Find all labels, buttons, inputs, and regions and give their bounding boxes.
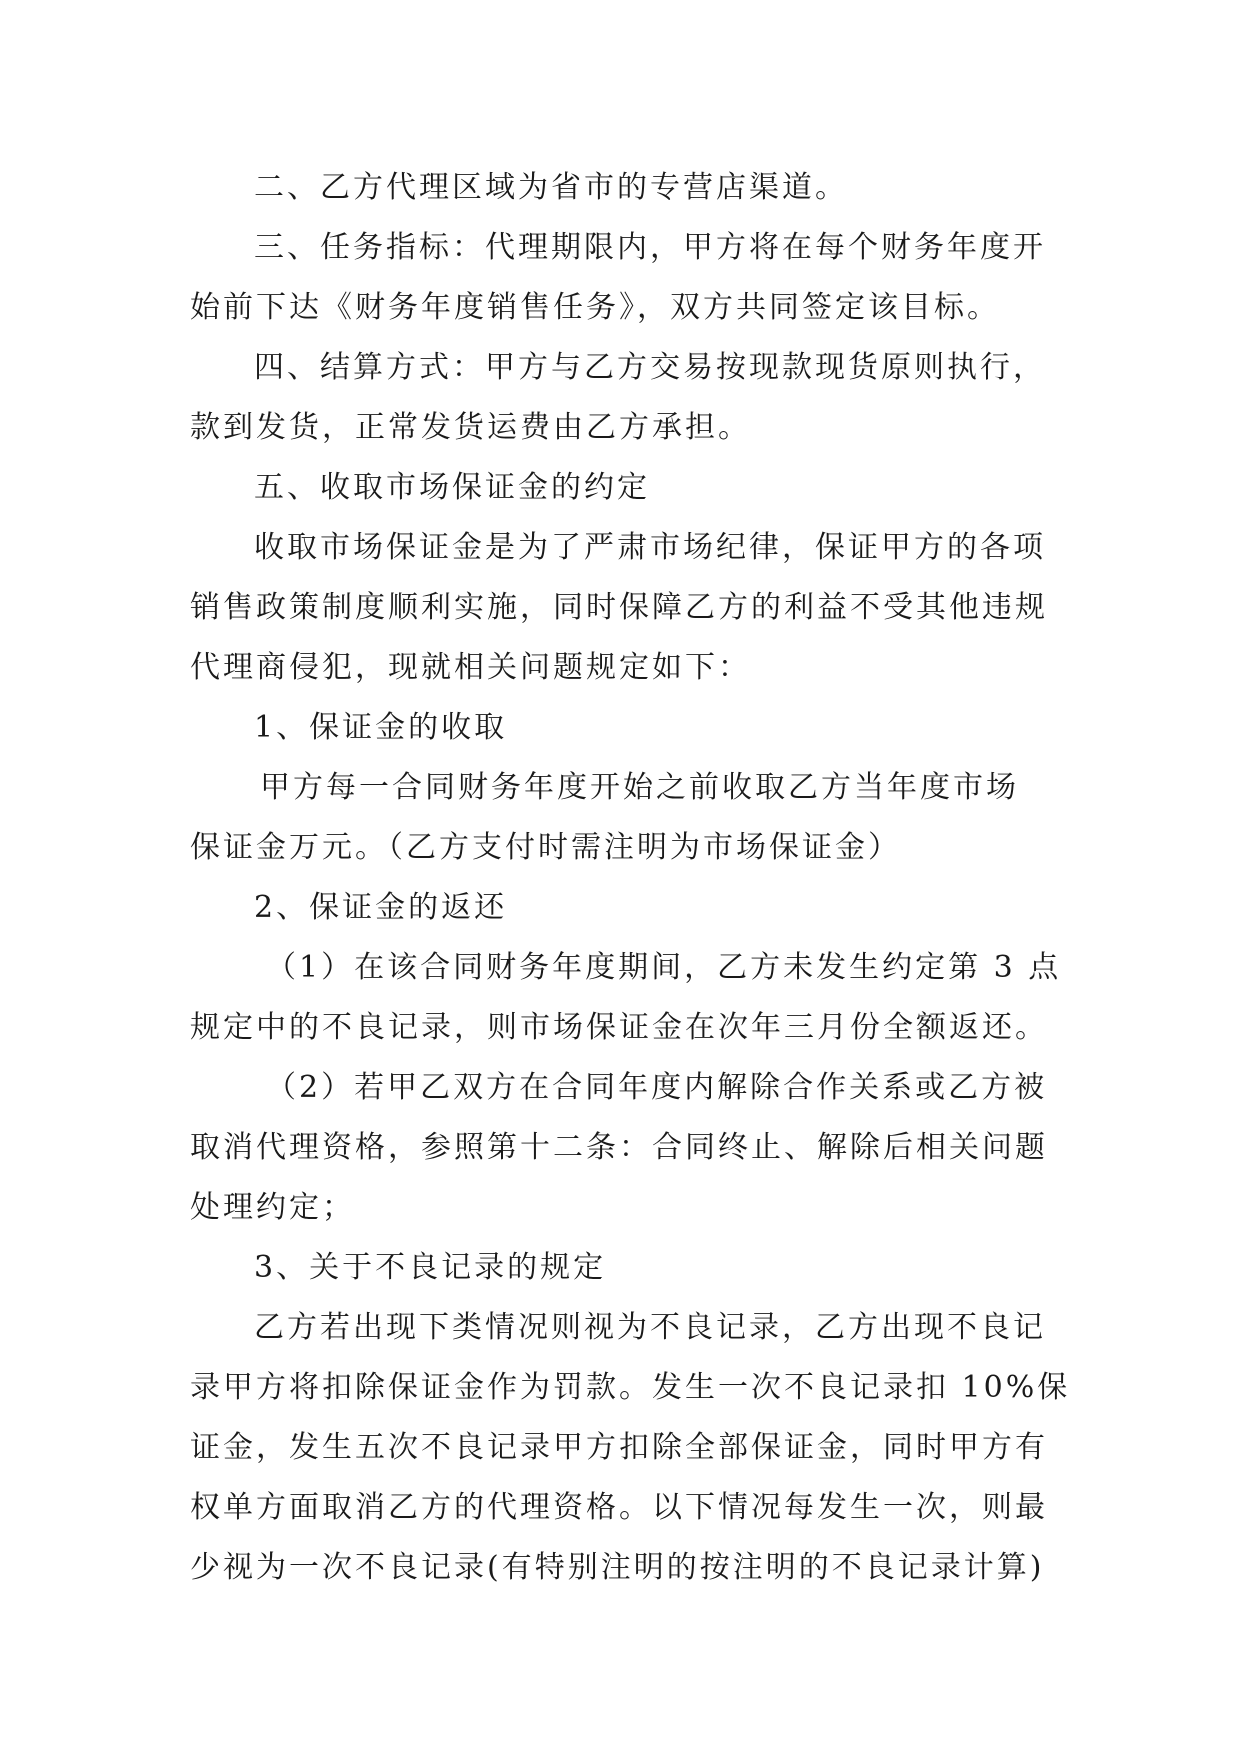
subsection-heading: 2、保证金的返还 <box>254 890 508 925</box>
paragraph-line: 二、乙方代理区域为省市的专营店渠道。 <box>254 170 848 205</box>
paragraph-line: 录甲方将扣除保证金作为罚款。发生一次不良记录扣 10%保 <box>190 1370 1071 1405</box>
paragraph-line: 代理商侵犯，现就相关问题规定如下： <box>190 650 751 685</box>
document-body <box>190 158 1071 1598</box>
paragraph-line: 始前下达《财务年度销售任务》，双方共同签定该目标。 <box>190 290 1000 325</box>
paragraph-line: 规定中的不良记录，则市场保证金在次年三月份全额返还。 <box>190 1010 1048 1045</box>
paragraph-line: 证金，发生五次不良记录甲方扣除全部保证金，同时甲方有 <box>190 1430 1048 1465</box>
subsection-heading: 1、保证金的收取 <box>254 710 508 745</box>
paragraph-line: 款到发货，正常发货运费由乙方承担。 <box>190 410 751 445</box>
subsection-heading: 3、关于不良记录的规定 <box>254 1250 607 1285</box>
paragraph-line: 四、结算方式：甲方与乙方交易按现款现货原则执行， <box>254 350 1046 385</box>
paragraph-line: 权单方面取消乙方的代理资格。以下情况每发生一次，则最 <box>190 1490 1048 1525</box>
paragraph-line: 收取市场保证金是为了严肃市场纪律，保证甲方的各项 <box>254 530 1046 565</box>
paragraph-line: （2）若甲乙双方在合同年度内解除合作关系或乙方被 <box>266 1070 1048 1105</box>
paragraph-line: 乙方若出现下类情况则视为不良记录，乙方出现不良记 <box>254 1310 1046 1345</box>
paragraph-line: 取消代理资格，参照第十二条：合同终止、解除后相关问题 <box>190 1130 1048 1165</box>
paragraph-line: 保证金万元。（乙方支付时需注明为市场保证金） <box>190 830 901 865</box>
paragraph-line: 销售政策制度顺利实施，同时保障乙方的利益不受其他违规 <box>190 590 1048 625</box>
paragraph-line: 甲方每一合同财务年度开始之前收取乙方当年度市场 <box>260 770 1019 805</box>
paragraph-line: 三、任务指标：代理期限内，甲方将在每个财务年度开 <box>254 230 1046 265</box>
paragraph-line: 处理约定； <box>190 1190 355 1225</box>
paragraph-line: （1）在该合同财务年度期间，乙方未发生约定第 3 点 <box>266 950 1062 985</box>
paragraph-line: 少视为一次不良记录(有特别注明的按注明的不良记录计算) <box>190 1550 1045 1585</box>
section-heading: 五、收取市场保证金的约定 <box>254 470 650 505</box>
